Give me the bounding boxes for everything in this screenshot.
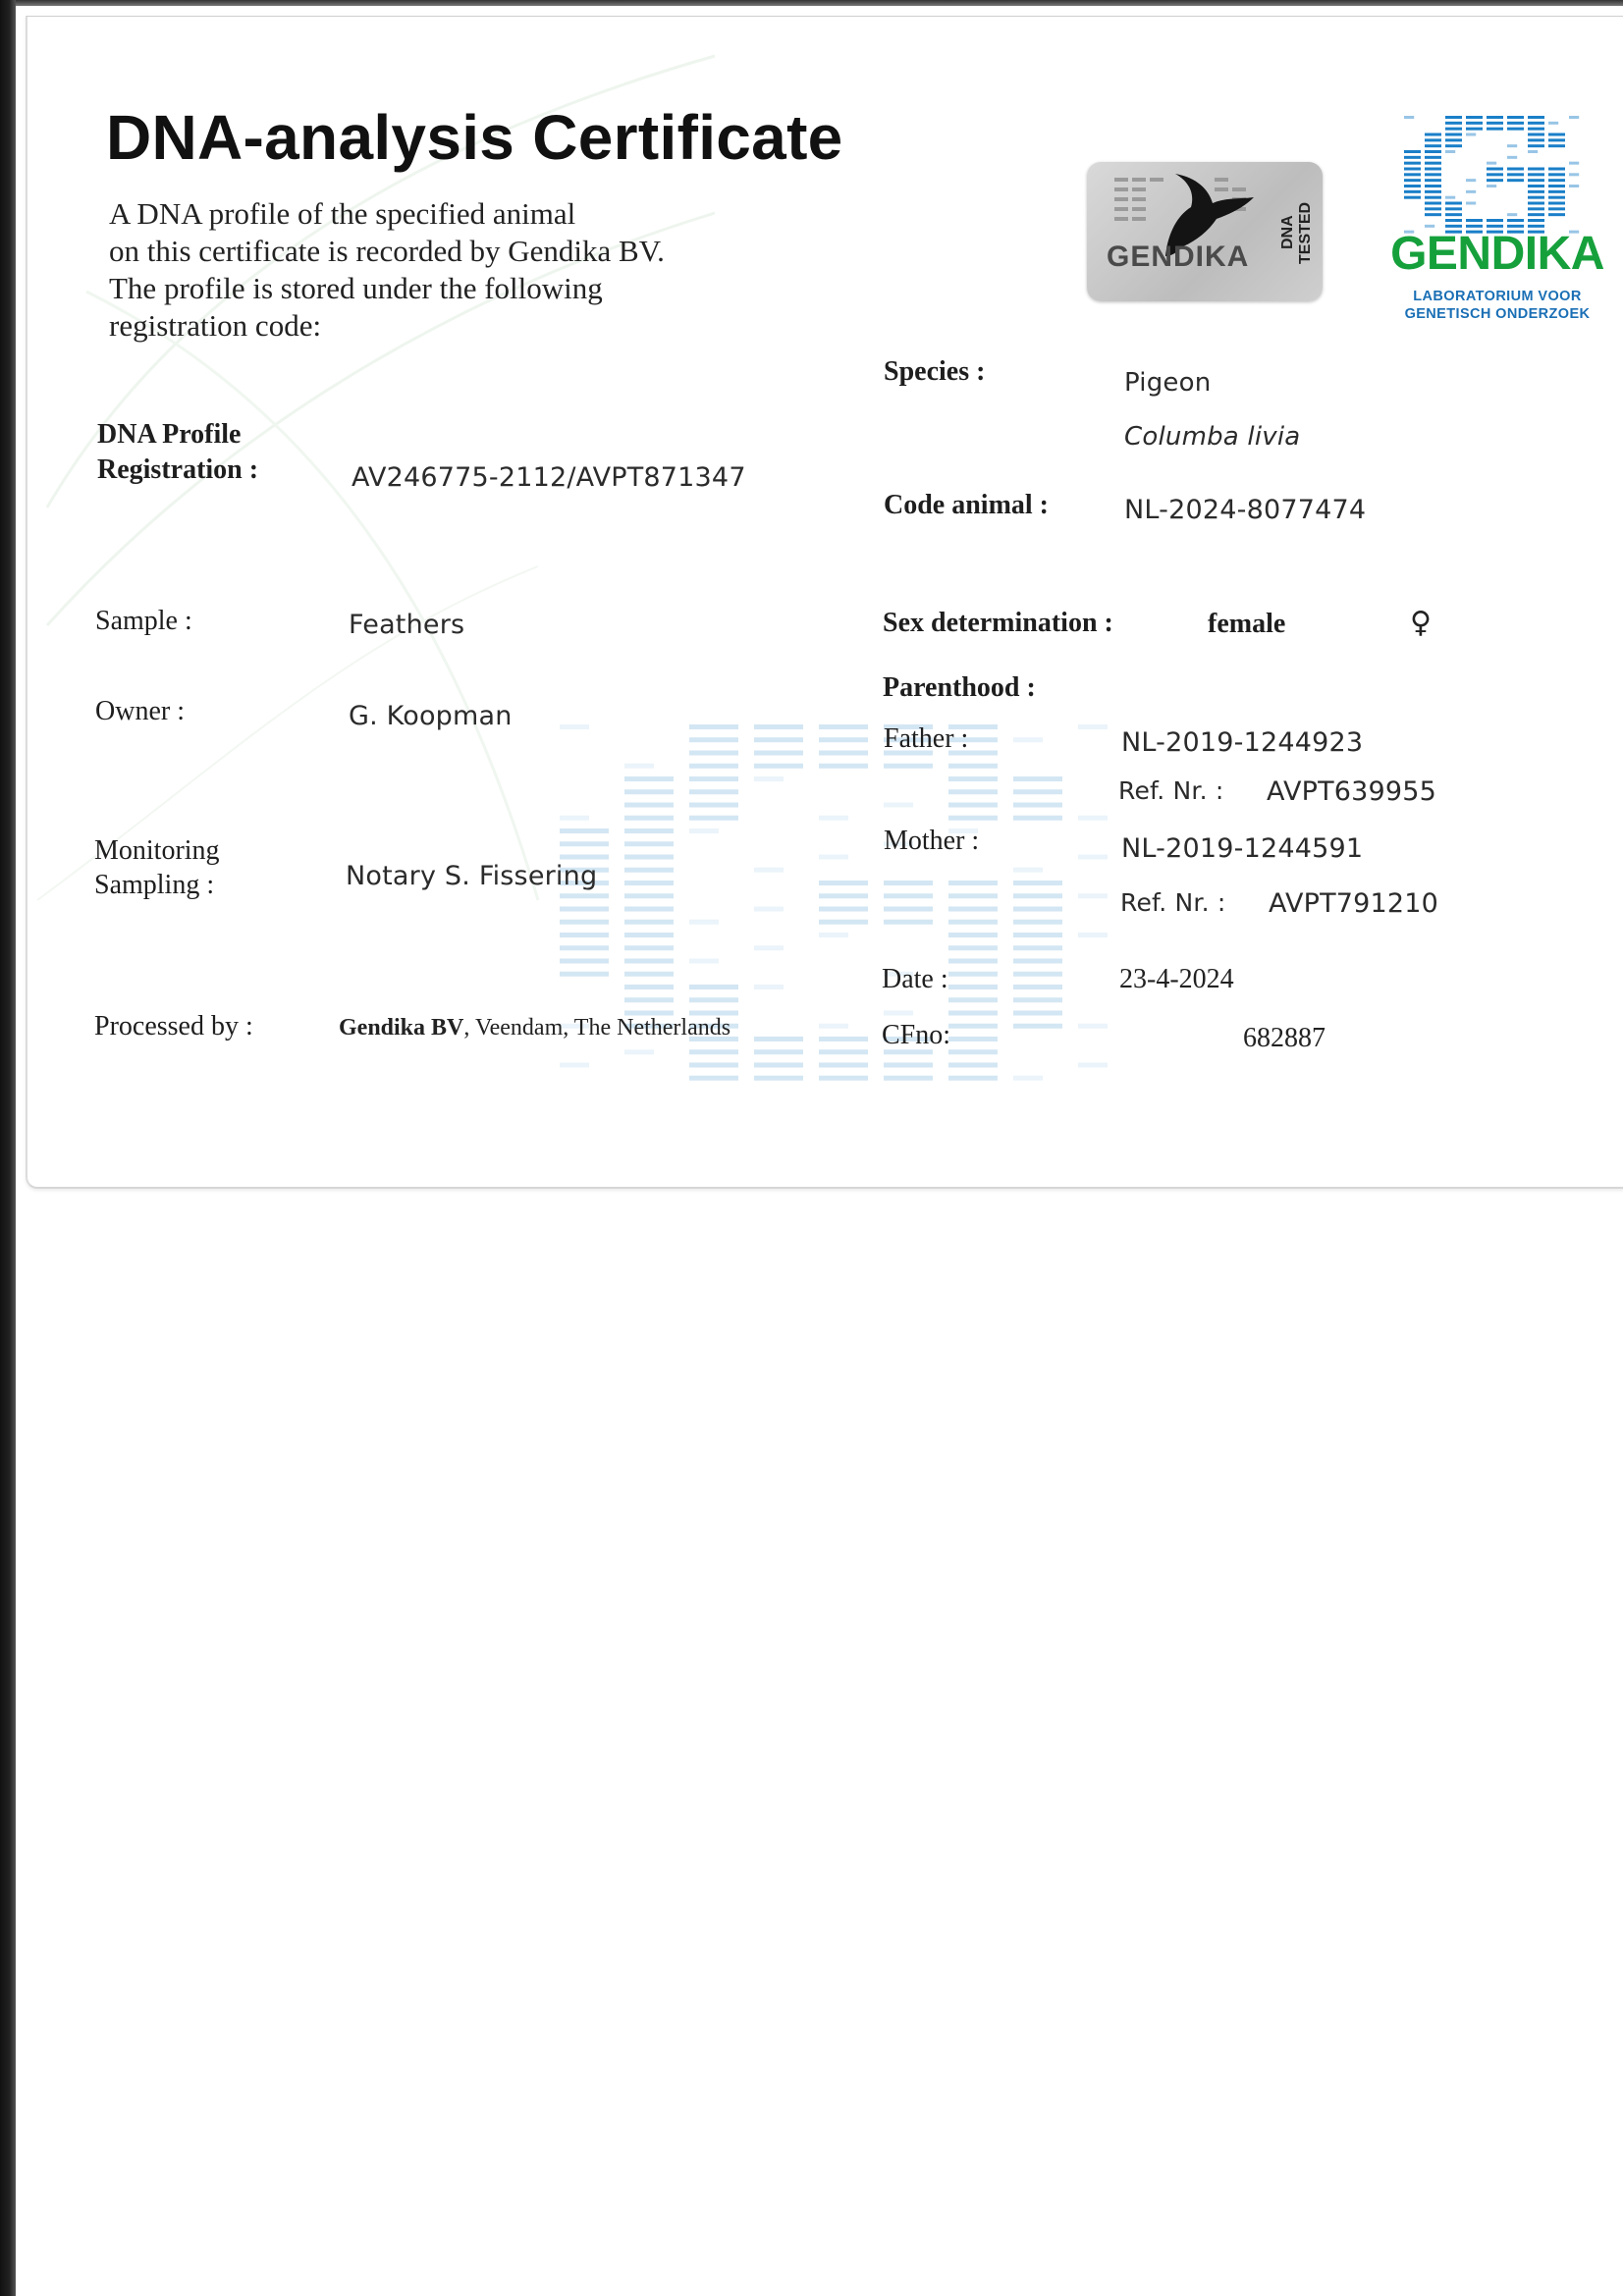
pattern-dash <box>560 724 589 729</box>
pattern-dash <box>1569 173 1579 176</box>
intro-line: The profile is stored under the following <box>109 271 603 305</box>
pattern-dash <box>1425 168 1441 171</box>
pattern-dash <box>1013 868 1043 873</box>
pattern-dash <box>1507 144 1517 147</box>
pattern-dash <box>1548 122 1558 125</box>
pattern-dash <box>754 724 803 729</box>
pattern-dash <box>819 737 868 742</box>
pattern-dash <box>689 816 738 821</box>
pattern-dash <box>884 764 933 769</box>
pattern-dash <box>1013 1024 1062 1029</box>
pattern-dash <box>689 959 719 964</box>
date-value: 23-4-2024 <box>1119 964 1234 994</box>
pattern-dash <box>624 907 674 912</box>
intro-text <box>109 195 796 345</box>
pattern-dash <box>624 972 674 977</box>
sex-label: Sex determination : <box>883 608 1113 638</box>
pattern-dash <box>560 933 609 937</box>
pattern-dash <box>1487 173 1503 176</box>
pattern-dash <box>1528 150 1538 153</box>
pattern-dash <box>1528 144 1544 147</box>
pattern-dash <box>948 1049 998 1054</box>
pattern-dash <box>884 893 933 898</box>
pattern-dash <box>948 1037 998 1041</box>
pattern-dash <box>948 803 998 808</box>
pattern-dash <box>560 959 609 964</box>
father-code: NL-2019-1244923 <box>1121 727 1364 758</box>
pattern-dash <box>1078 855 1108 860</box>
pattern-dash <box>754 751 803 756</box>
pattern-dash <box>1425 138 1441 141</box>
pattern-dash <box>1404 185 1421 187</box>
pattern-dash <box>1528 185 1544 187</box>
pattern-dash <box>819 724 868 729</box>
pattern-dash <box>1404 156 1421 159</box>
father-ref-value: AVPT639955 <box>1267 776 1437 807</box>
pattern-dash <box>1528 179 1544 182</box>
pattern-dash <box>624 816 674 821</box>
pattern-dash <box>1487 185 1496 187</box>
registration-label-line1: DNA Profile <box>97 419 242 450</box>
pattern-dash <box>819 1063 868 1068</box>
registration-label-line2: Registration : <box>97 454 259 485</box>
pattern-dash <box>1404 179 1421 182</box>
pattern-dash <box>1445 202 1462 205</box>
pattern-dash <box>1013 789 1062 794</box>
pattern-dash <box>819 881 868 885</box>
pattern-dash <box>1487 122 1503 125</box>
pattern-dash <box>1425 133 1441 136</box>
pattern-dash <box>948 972 998 977</box>
pattern-dash <box>1548 144 1565 147</box>
pattern-dash <box>1078 1063 1108 1068</box>
pattern-dash <box>1404 190 1421 193</box>
pattern-dash <box>1487 162 1496 165</box>
pattern-dash <box>948 764 998 769</box>
monitoring-value: Notary S. Fissering <box>346 861 598 891</box>
pattern-dash <box>560 920 609 925</box>
pattern-dash <box>819 816 848 821</box>
pattern-dash <box>624 959 674 964</box>
pattern-dash <box>624 868 674 873</box>
pattern-dash <box>1487 168 1503 171</box>
gendika-logo-name: GENDIKA <box>1390 228 1604 280</box>
pattern-dash <box>1013 881 1062 885</box>
pattern-dash <box>1078 933 1108 937</box>
monitoring-label-line1: Monitoring <box>94 835 220 866</box>
seal-word: GENDIKA <box>1107 240 1250 273</box>
pattern-dash <box>1404 168 1421 171</box>
pattern-dash <box>624 945 674 950</box>
pattern-dash <box>1425 196 1441 199</box>
species-common: Pigeon <box>1124 368 1212 398</box>
pattern-dash <box>560 855 609 860</box>
pattern-dash <box>1425 144 1441 147</box>
pattern-dash <box>689 751 738 756</box>
pattern-dash <box>1425 190 1441 193</box>
pattern-dash <box>1528 219 1544 222</box>
pattern-dash <box>948 933 998 937</box>
pattern-dash <box>1528 196 1544 199</box>
pattern-dash <box>1548 168 1565 171</box>
gendika-logo-subtitle <box>1380 288 1614 323</box>
pattern-dash <box>1013 959 1062 964</box>
pattern-dash <box>689 764 738 769</box>
pattern-dash <box>560 841 609 846</box>
pattern-dash <box>1425 185 1441 187</box>
pattern-dash <box>1487 179 1503 182</box>
pattern-dash <box>689 1063 738 1068</box>
pattern-dash <box>1528 173 1544 176</box>
pattern-dash <box>1425 179 1441 182</box>
pattern-dash <box>1445 196 1455 199</box>
pattern-dash <box>1548 173 1565 176</box>
processed-company: Gendika BV <box>339 1015 464 1041</box>
pattern-dash <box>689 724 738 729</box>
pattern-dash <box>1528 128 1544 131</box>
pattern-dash <box>689 737 738 742</box>
pattern-dash <box>1548 196 1565 199</box>
pattern-dash <box>624 764 654 769</box>
pattern-dash <box>884 1076 933 1081</box>
pattern-dash <box>1013 997 1062 1002</box>
pattern-dash <box>1013 972 1062 977</box>
pattern-dash <box>1404 116 1414 119</box>
pattern-dash <box>1487 128 1503 131</box>
pattern-dash <box>884 803 913 808</box>
pattern-dash <box>1507 173 1524 176</box>
pattern-dash <box>624 841 674 846</box>
pattern-dash <box>1548 190 1565 193</box>
monitoring-label-line2: Sampling : <box>94 870 215 900</box>
pattern-dash <box>1528 202 1544 205</box>
pattern-dash <box>1569 116 1579 119</box>
pattern-dash <box>689 985 738 989</box>
pattern-dash <box>1507 219 1524 222</box>
pattern-dash <box>1078 816 1108 821</box>
pattern-dash <box>1528 138 1544 141</box>
pattern-dash <box>1078 1024 1108 1029</box>
pattern-dash <box>560 1063 589 1068</box>
mother-ref-label: Ref. Nr. : <box>1120 888 1226 917</box>
pattern-dash <box>1425 156 1441 159</box>
mother-ref-value: AVPT791210 <box>1269 888 1439 919</box>
pattern-dash <box>1487 116 1503 119</box>
pattern-dash <box>1528 190 1544 193</box>
pattern-dash <box>1548 138 1565 141</box>
pattern-dash <box>1466 219 1483 222</box>
pattern-dash <box>1425 162 1441 165</box>
pattern-dash <box>560 907 609 912</box>
pattern-dash <box>1466 116 1483 119</box>
pattern-dash <box>1445 122 1462 125</box>
pattern-dash <box>754 737 803 742</box>
pattern-dash <box>948 959 998 964</box>
pattern-dash <box>819 907 868 912</box>
pattern-dash <box>689 1049 738 1054</box>
certificate-title: DNA-analysis Certificate <box>106 102 843 173</box>
pattern-dash <box>754 1076 803 1081</box>
father-label: Father : <box>884 723 969 754</box>
pattern-dash <box>560 945 609 950</box>
registration-value: AV246775-2112/AVPT871347 <box>352 462 746 493</box>
pattern-dash <box>754 985 784 989</box>
pattern-dash <box>560 972 609 977</box>
pattern-dash <box>1445 116 1462 119</box>
pattern-dash <box>948 945 998 950</box>
pattern-dash <box>689 920 719 925</box>
pattern-dash <box>560 816 589 821</box>
pattern-dash <box>1507 116 1524 119</box>
pattern-dash <box>1013 945 1062 950</box>
pattern-dash <box>1013 920 1062 925</box>
code-animal-value: NL-2024-8077474 <box>1124 495 1367 525</box>
pattern-dash <box>1013 1076 1043 1081</box>
pattern-dash <box>1507 168 1524 171</box>
pattern-dash <box>1013 1011 1062 1016</box>
pattern-dash <box>1404 196 1421 199</box>
pattern-dash <box>1466 133 1476 136</box>
pattern-dash <box>1466 179 1476 182</box>
cfno-label: CFno: <box>882 1020 951 1050</box>
pattern-dash <box>948 1063 998 1068</box>
pattern-dash <box>948 776 998 781</box>
mother-label: Mother : <box>884 826 980 856</box>
pattern-dash <box>1548 213 1565 216</box>
pattern-dash <box>1013 933 1062 937</box>
processed-value <box>339 1015 730 1041</box>
pattern-dash <box>819 764 868 769</box>
pattern-dash <box>1425 213 1441 216</box>
pattern-dash <box>1445 128 1462 131</box>
pattern-dash <box>560 893 609 898</box>
processed-label: Processed by : <box>94 1011 253 1041</box>
pattern-dash <box>1569 162 1579 165</box>
pattern-dash <box>1487 219 1503 222</box>
pattern-dash <box>689 776 738 781</box>
intro-line: on this certificate is recorded by Gendika BV. <box>109 234 665 268</box>
pattern-dash <box>1507 179 1524 182</box>
pattern-dash <box>948 881 998 885</box>
pattern-dash <box>754 945 784 950</box>
pattern-dash <box>948 1024 998 1029</box>
certificate-card <box>26 16 1623 1189</box>
pattern-dash <box>754 776 784 781</box>
pattern-dash <box>1013 893 1062 898</box>
pattern-dash <box>754 907 784 912</box>
pattern-dash <box>689 803 738 808</box>
pattern-dash <box>1528 213 1544 216</box>
pattern-dash <box>948 907 998 912</box>
pattern-dash <box>754 1063 803 1068</box>
pattern-dash <box>1425 150 1441 153</box>
pattern-dash <box>1569 185 1579 187</box>
pattern-dash <box>1078 724 1108 729</box>
scan-edge-top <box>0 0 1623 6</box>
pattern-dash <box>624 828 674 833</box>
pattern-dash <box>624 776 674 781</box>
pattern-dash <box>819 751 868 756</box>
pattern-dash <box>1548 185 1565 187</box>
pattern-dash <box>624 893 674 898</box>
cfno-value: 682887 <box>1243 1023 1325 1053</box>
pattern-dash <box>1445 150 1455 153</box>
pattern-dash <box>1507 128 1524 131</box>
processed-location: , Veendam, The Netherlands <box>463 1015 731 1041</box>
pattern-dash <box>624 920 674 925</box>
pattern-dash <box>884 881 933 885</box>
pattern-dash <box>884 1011 913 1016</box>
pattern-dash <box>884 920 933 925</box>
intro-line: registration code: <box>109 308 322 343</box>
pattern-dash <box>1466 202 1476 205</box>
pattern-dash <box>624 1049 654 1054</box>
pattern-dash <box>1528 133 1544 136</box>
scan-edge-left <box>0 0 16 2296</box>
pattern-dash <box>1013 776 1062 781</box>
pattern-dash <box>1466 128 1483 131</box>
pattern-dash <box>1445 207 1462 210</box>
pattern-dash <box>1445 133 1462 136</box>
pattern-dash <box>819 893 868 898</box>
pattern-dash <box>624 997 674 1002</box>
pattern-dash <box>1013 737 1043 742</box>
pattern-dash <box>1528 207 1544 210</box>
species-latin: Columba livia <box>1124 422 1301 452</box>
pattern-dash <box>884 1063 933 1068</box>
pattern-dash <box>1425 207 1441 210</box>
pattern-dash <box>819 1024 848 1029</box>
pattern-dash <box>624 789 674 794</box>
pattern-dash <box>1013 803 1062 808</box>
pattern-dash <box>1548 202 1565 205</box>
seal-tested-label: DNA TESTED <box>1279 201 1314 264</box>
sample-label: Sample : <box>95 606 192 636</box>
pattern-dash <box>1528 122 1544 125</box>
pattern-dash <box>819 920 868 925</box>
pattern-dash <box>1445 213 1462 216</box>
pattern-dash <box>754 868 784 873</box>
logo-sub-line1: LABORATORIUM VOOR <box>1413 289 1582 304</box>
pattern-dash <box>689 997 738 1002</box>
pattern-dash <box>689 789 738 794</box>
pattern-dash <box>689 1076 738 1081</box>
pattern-dash <box>884 907 933 912</box>
pattern-dash <box>1425 173 1441 176</box>
pattern-dash <box>1404 162 1421 165</box>
pattern-dash <box>1548 207 1565 210</box>
pattern-dash <box>1507 156 1517 159</box>
pattern-dash <box>754 1049 803 1054</box>
pattern-dash <box>1507 122 1524 125</box>
pattern-dash <box>948 893 998 898</box>
sex-value: female <box>1208 609 1286 639</box>
sample-value: Feathers <box>349 610 465 640</box>
pattern-dash <box>1548 133 1565 136</box>
pattern-dash <box>624 985 674 989</box>
pattern-dash <box>948 1076 998 1081</box>
pattern-dash <box>819 1037 868 1041</box>
pattern-dash <box>1425 202 1441 205</box>
owner-value: G. Koopman <box>349 701 513 731</box>
pattern-dash <box>948 816 998 821</box>
pattern-dash <box>1466 190 1476 193</box>
parenthood-label: Parenthood : <box>883 672 1036 703</box>
pattern-dash <box>689 828 719 833</box>
pattern-dash <box>819 933 848 937</box>
pattern-dash <box>1078 893 1108 898</box>
pattern-dash <box>624 855 674 860</box>
intro-line: A DNA profile of the specified animal <box>109 196 576 231</box>
pattern-dash <box>948 985 998 989</box>
pattern-dash <box>1445 219 1462 222</box>
pattern-dash <box>948 920 998 925</box>
pattern-dash <box>1548 179 1565 182</box>
father-ref-label: Ref. Nr. : <box>1118 776 1224 805</box>
dna-tested-seal <box>1087 162 1323 301</box>
pattern-dash <box>624 881 674 885</box>
pattern-dash <box>1013 985 1062 989</box>
pattern-dash <box>948 789 998 794</box>
pattern-dash <box>1013 816 1062 821</box>
code-animal-label: Code animal : <box>884 490 1049 520</box>
pattern-dash <box>1466 122 1483 125</box>
pattern-dash <box>624 803 674 808</box>
pattern-dash <box>1013 907 1062 912</box>
logo-sub-line2: GENETISCH ONDERZOEK <box>1404 306 1591 322</box>
pattern-dash <box>1404 173 1421 176</box>
owner-label: Owner : <box>95 696 185 726</box>
pattern-dash <box>754 764 803 769</box>
pattern-dash <box>948 997 998 1002</box>
pattern-dash <box>1528 168 1544 171</box>
pattern-dash <box>819 1049 868 1054</box>
pattern-dash <box>819 1076 868 1081</box>
pattern-dash <box>1445 138 1462 141</box>
pattern-dash <box>1404 150 1421 153</box>
pattern-dash <box>754 1037 803 1041</box>
pattern-dash <box>1528 116 1544 119</box>
pattern-dash <box>819 855 848 860</box>
pattern-dash <box>624 933 674 937</box>
pattern-dash <box>1507 213 1517 216</box>
pattern-dash <box>1445 144 1462 147</box>
mother-code: NL-2019-1244591 <box>1121 833 1364 864</box>
gendika-logo-icon <box>1402 115 1589 237</box>
date-label: Date : <box>882 964 948 994</box>
species-label: Species : <box>884 356 986 387</box>
female-symbol-icon: ♀ <box>1410 606 1432 640</box>
pattern-dash <box>560 828 609 833</box>
pattern-dash <box>948 1011 998 1016</box>
